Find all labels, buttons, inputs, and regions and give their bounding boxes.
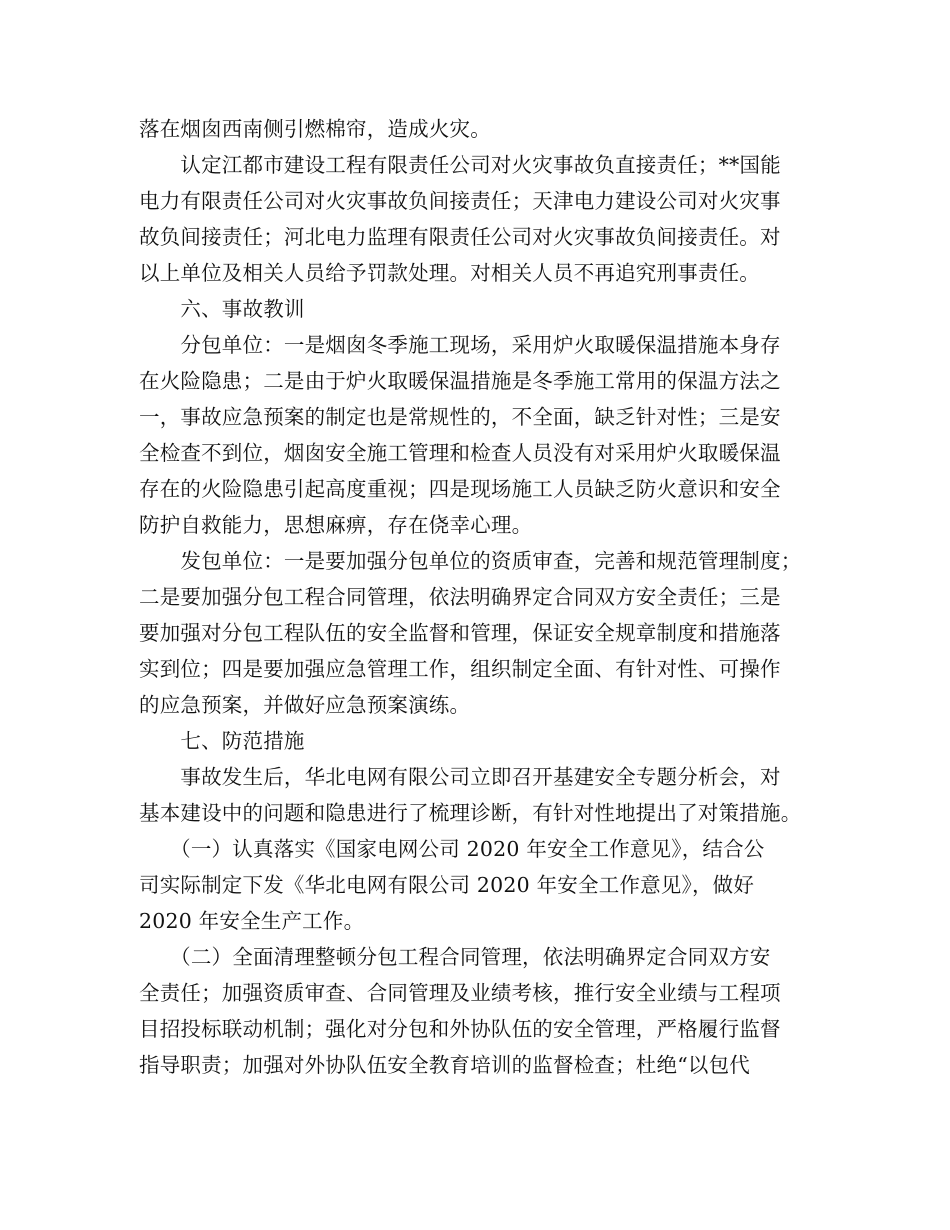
text-line: 存在的火险隐患引起高度重视；四是现场施工人员缺乏防火意识和安全 bbox=[139, 477, 781, 501]
text-line: 电力有限责任公司对火灾事故负间接责任；天津电力建设公司对火灾事 bbox=[139, 189, 781, 213]
text-line: 以上单位及相关人员给予罚款处理。对相关人员不再追究刑事责任。 bbox=[139, 261, 760, 285]
text-line: 指导职责；加强对外协队伍安全教育培训的监督检查；杜绝“以包代 bbox=[139, 1053, 750, 1077]
text-line: 分包单位：一是烟囱冬季施工现场，采用炉火取暖保温措施本身存 bbox=[139, 333, 781, 357]
text-line: 故负间接责任；河北电力监理有限责任公司对火灾事故负间接责任。对 bbox=[139, 225, 781, 249]
text-line: 发包单位：一是要加强分包单位的资质审查，完善和规范管理制度； bbox=[139, 549, 802, 573]
section-heading: 六、事故教训 bbox=[139, 297, 305, 321]
text-line: 落在烟囱西南侧引燃棉帘，造成火灾。 bbox=[139, 117, 491, 141]
text-line: 防护自救能力，思想麻痹，存在侥幸心理。 bbox=[139, 513, 533, 537]
text-line: 司实际制定下发《华北电网有限公司 2020 年安全工作意见》，做好 bbox=[139, 873, 755, 897]
text-line: 2020 年安全生产工作。 bbox=[139, 909, 365, 933]
text-line: （一）认真落实《国家电网公司 2020 年安全工作意见》，结合公 bbox=[139, 837, 765, 861]
text-line: 的应急预案，并做好应急预案演练。 bbox=[139, 693, 471, 717]
text-line: 基本建设中的问题和隐患进行了梳理诊断，有针对性地提出了对策措施。 bbox=[139, 801, 802, 825]
text-line: 目招投标联动机制；强化对分包和外协队伍的安全管理，严格履行监督 bbox=[139, 1017, 781, 1041]
text-line: 实到位；四是要加强应急管理工作，组织制定全面、有针对性、可操作 bbox=[139, 657, 781, 681]
text-line: 要加强对分包工程队伍的安全监督和管理，保证安全规章制度和措施落 bbox=[139, 621, 781, 645]
text-line: 全检查不到位，烟囱安全施工管理和检查人员没有对采用炉火取暖保温 bbox=[139, 441, 781, 465]
text-line: 全责任；加强资质审查、合同管理及业绩考核，推行安全业绩与工程项 bbox=[139, 981, 781, 1005]
text-line: 事故发生后，华北电网有限公司立即召开基建安全专题分析会，对 bbox=[139, 765, 781, 789]
section-heading: 七、防范措施 bbox=[139, 729, 305, 753]
text-line: 认定江都市建设工程有限责任公司对火灾事故负直接责任；**国能 bbox=[139, 153, 781, 177]
text-line: 二是要加强分包工程合同管理，依法明确界定合同双方安全责任；三是 bbox=[139, 585, 781, 609]
text-line: （二）全面清理整顿分包工程合同管理，依法明确界定合同双方安 bbox=[139, 945, 771, 969]
text-line: 一，事故应急预案的制定也是常规性的，不全面，缺乏针对性；三是安 bbox=[139, 405, 781, 429]
text-line: 在火险隐患；二是由于炉火取暖保温措施是冬季施工常用的保温方法之 bbox=[139, 369, 781, 393]
